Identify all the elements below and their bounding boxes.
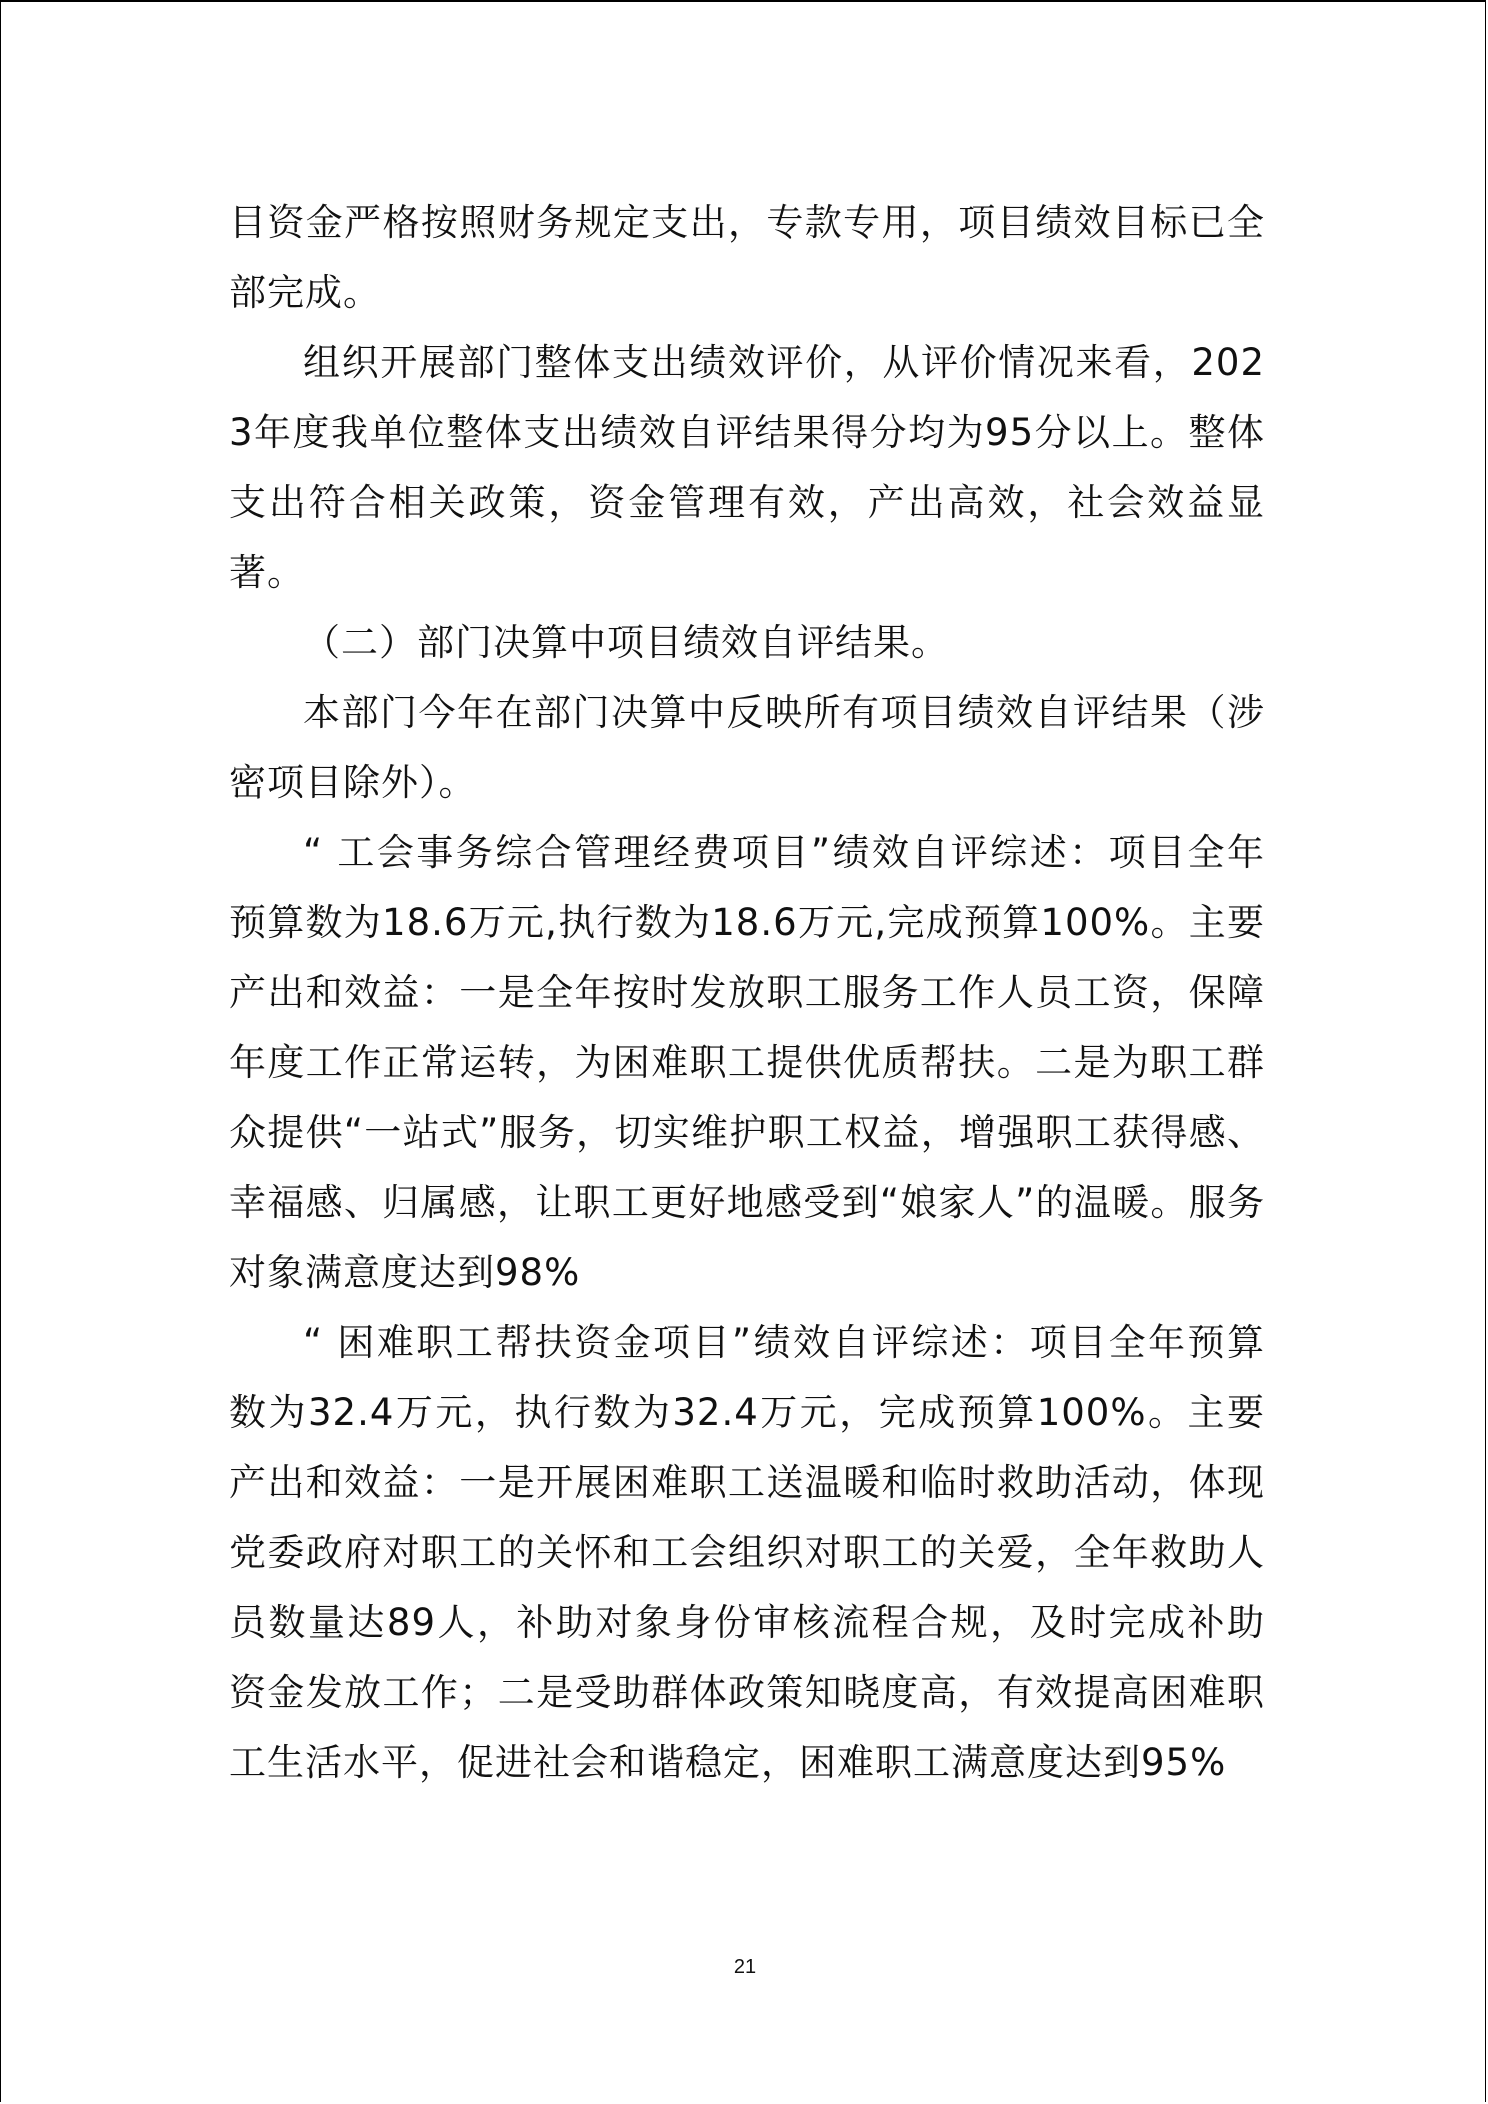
body-text [229, 188, 1265, 1798]
section-heading-project-evaluation: （二）部门决算中项目绩效自评结果。 [303, 621, 949, 664]
paragraph-hardship-aid-project: “ 困难职工帮扶资金项目”绩效自评综述：项目全年预算数为32.4万元，执行数为32.4万元，完成预算100%。主要产出和效益：一是开展困难职工送温暖和临时救助活动，体现党委政府对职工的关怀和工会组织对职工的关爱，全年救助人员数量达89人，补助对象身份审核流程合规，及时完成补助资金发放工作；二是受助群体政策知晓度高，有效提高困难职工生活水平，促进社会和谐稳定，困难职工满意度达到95% [229, 1321, 1265, 1784]
paragraph-continued-funds: 目资金严格按照财务规定支出，专款专用，项目绩效目标已全部完成。 [229, 201, 1265, 314]
paragraph-union-affairs-project: “ 工会事务综合管理经费项目”绩效自评综述：项目全年预算数为18.6万元,执行数为18.6万元,完成预算100%。主要产出和效益：一是全年按时发放职工服务工作人员工资，保障年度工作正常运转，为困难职工提供优质帮扶。二是为职工群众提供“一站式”服务，切实维护职工权益，增强职工获得感、幸福感、归属感，让职工更好地感受到“娘家人”的温暖。服务对象满意度达到98% [229, 831, 1265, 1294]
paragraph-overall-evaluation: 组织开展部门整体支出绩效评价，从评价情况来看，2023年度我单位整体支出绩效自评结果得分均为95分以上。整体支出符合相关政策，资金管理有效，产出高效，社会效益显著。 [229, 341, 1265, 594]
paragraph-all-projects: 本部门今年在部门决算中反映所有项目绩效自评结果（涉密项目除外）。 [229, 691, 1265, 804]
page-number: 21 [733, 1956, 757, 1978]
